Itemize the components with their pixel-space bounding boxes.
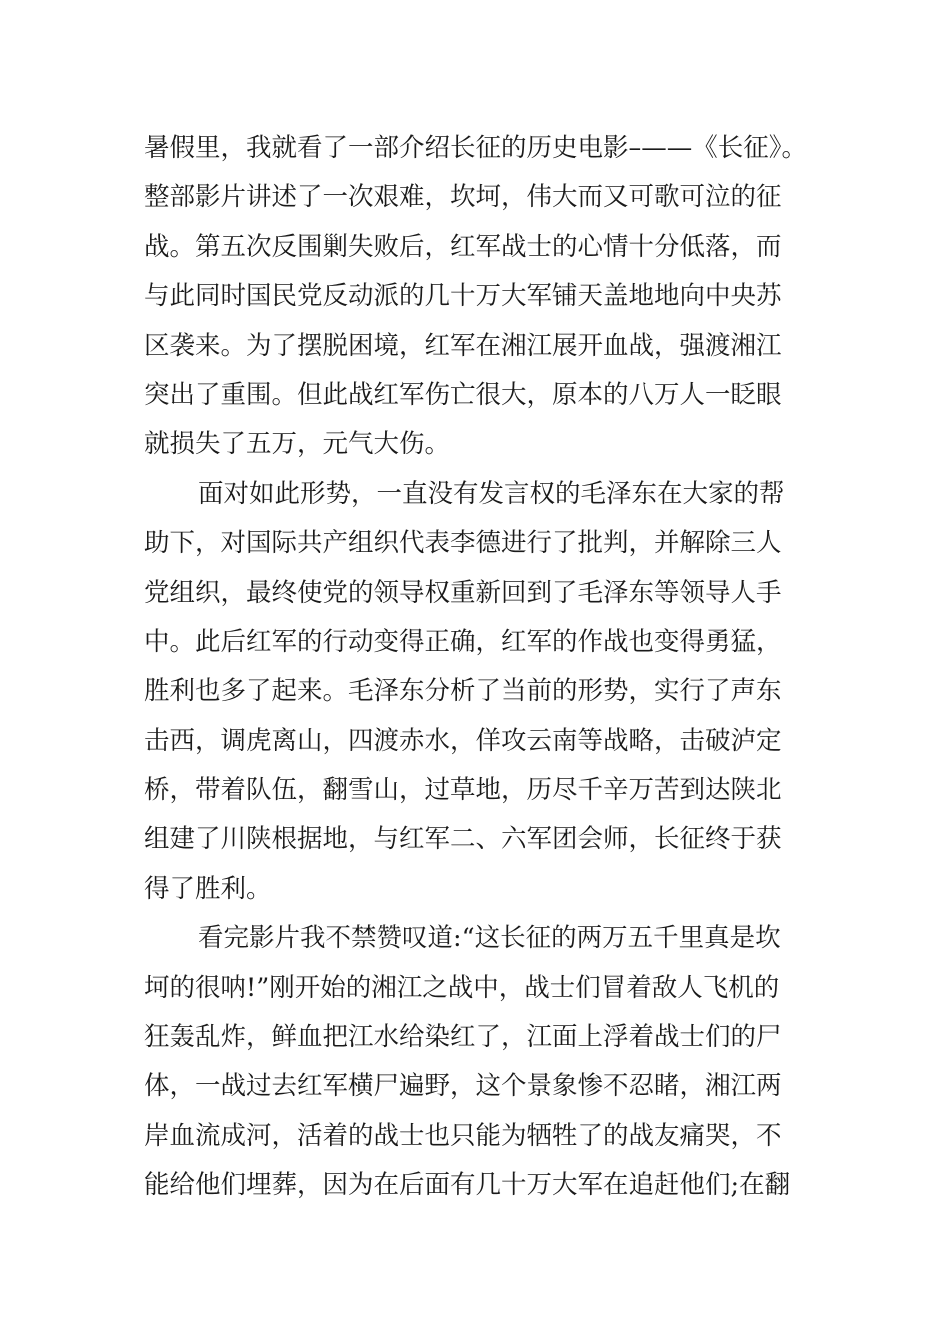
text-line: 区袭来。为了摆脱困境，红军在湘江展开血战，强渡湘江 xyxy=(144,330,782,361)
text-line: 就损失了五万，元气大伤。 xyxy=(144,429,451,460)
text-line: 暑假里，我就看了一部介绍长征的历史电影–——《长征》。 xyxy=(144,133,808,163)
text-line: 与此同时国民党反动派的几十万大军铺天盖地地向中央苏 xyxy=(144,281,782,312)
text-line: 中。此后红军的行动变得正确，红军的作战也变得勇猛， xyxy=(144,626,782,657)
text-line: 组建了川陕根据地，与红军二、六军团会师，长征终于获 xyxy=(144,824,782,855)
text-line: 党组织，最终使党的领导权重新回到了毛泽东等领导人手 xyxy=(144,577,782,608)
paragraph-1 xyxy=(144,124,834,470)
paragraph-3 xyxy=(144,914,834,1210)
text-line: 体，一战过去红军横尸遍野，这个景象惨不忍睹，湘江两 xyxy=(144,1071,782,1102)
text-line: 狂轰乱炸，鲜血把江水给染红了，江面上浮着战士们的尸 xyxy=(144,1022,782,1053)
text-line: 岸血流成河，活着的战士也只能为牺牲了的战友痛哭，不 xyxy=(144,1120,782,1151)
document-body xyxy=(144,124,834,1211)
text-line: 战。第五次反围剿失败后，红军战士的心情十分低落，而 xyxy=(144,231,782,262)
paragraph-2 xyxy=(144,470,834,915)
text-line: 突出了重围。但此战红军伤亡很大，原本的八万人一眨眼 xyxy=(144,379,782,410)
text-line: 能给他们埋葬，因为在后面有几十万大军在追赶他们;在翻 xyxy=(144,1170,791,1201)
text-line: 胜利也多了起来。毛泽东分析了当前的形势，实行了声东 xyxy=(144,676,782,707)
text-line: 面对如此形势，一直没有发言权的毛泽东在大家的帮 xyxy=(198,478,785,509)
text-line: 看完影片我不禁赞叹道:“这长征的两万五千里真是坎 xyxy=(198,923,781,954)
text-line: 整部影片讲述了一次艰难，坎坷，伟大而又可歌可泣的征 xyxy=(144,182,782,213)
text-line: 坷的很呐!”刚开始的湘江之战中，战士们冒着敌人飞机的 xyxy=(144,972,780,1003)
text-line: 助下，对国际共产组织代表李德进行了批判，并解除三人 xyxy=(144,528,782,559)
text-line: 击西，调虎离山，四渡赤水，佯攻云南等战略，击破泸定 xyxy=(144,725,782,756)
text-line: 得了胜利。 xyxy=(144,873,272,904)
text-line: 桥，带着队伍，翻雪山，过草地，历尽千辛万苦到达陕北 xyxy=(144,775,782,806)
